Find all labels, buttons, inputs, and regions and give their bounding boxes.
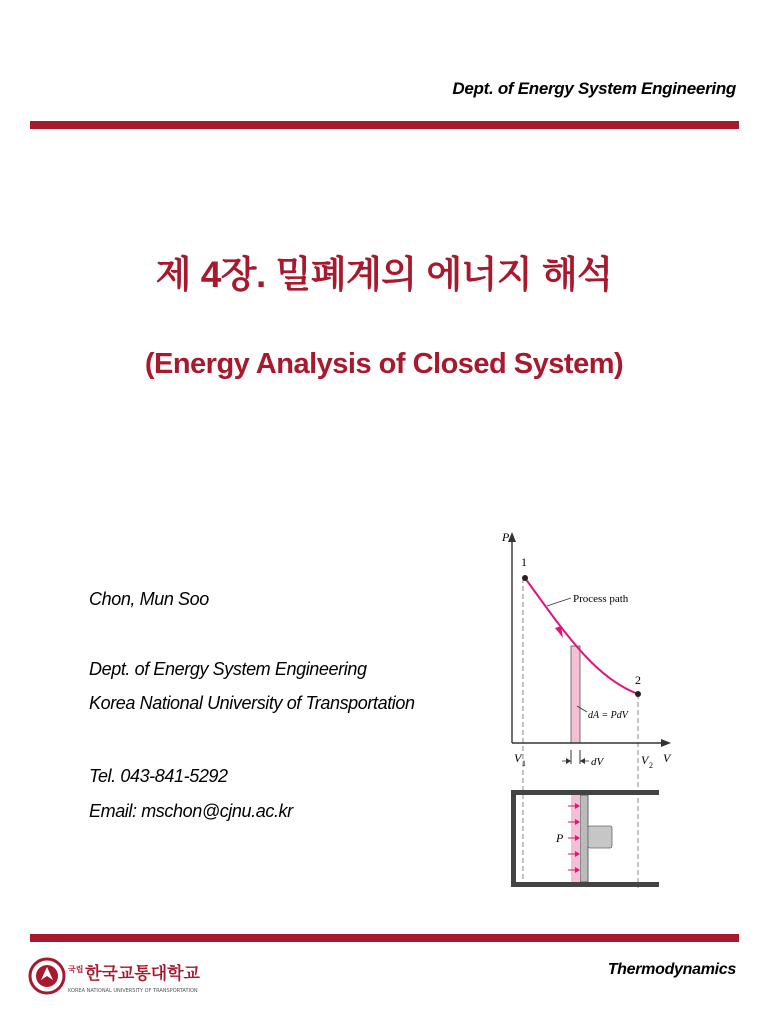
- bottom-divider: [30, 934, 739, 942]
- cylinder-top-wall: [511, 790, 659, 795]
- footer-subject: Thermodynamics: [607, 961, 736, 978]
- author-phone: Tel. 043-841-5292: [89, 766, 228, 786]
- slide-title-english: (Energy Analysis of Closed System): [144, 348, 624, 380]
- state-point-2: [635, 691, 641, 697]
- v1-label: V: [514, 751, 522, 765]
- state-label-2: 2: [635, 673, 641, 687]
- author-department: Dept. of Energy System Engineering: [89, 659, 367, 679]
- cylinder-end-wall: [511, 790, 516, 887]
- piston: [580, 795, 588, 882]
- area-label: dA = PdV: [588, 710, 628, 721]
- v2-subscript: 2: [649, 761, 653, 770]
- state-label-1: 1: [521, 555, 527, 569]
- dv-arrowhead-left: [566, 758, 571, 764]
- process-leader-line: [547, 598, 571, 606]
- logo-name: 한국교통대학교: [85, 964, 200, 984]
- process-path-label: Process path: [573, 593, 629, 605]
- author-name: Chon, Mun Soo: [89, 589, 209, 609]
- top-divider: [30, 121, 739, 129]
- cylinder-bottom-wall: [511, 882, 659, 887]
- v1-subscript: 1: [522, 759, 526, 768]
- university-logo: [28, 946, 218, 1006]
- v2-label: V: [641, 753, 649, 767]
- author-email: Email: mschon@cjnu.ac.kr: [89, 801, 293, 821]
- logo-subtitle: KOREA NATIONAL UNIVERSITY OF TRANSPORTATION: [68, 988, 198, 994]
- x-axis-label: V: [663, 751, 671, 765]
- pv-diagram-figure: [495, 528, 695, 890]
- pdv-strip: [571, 646, 580, 743]
- y-axis-label: P: [502, 530, 510, 544]
- logo-small-text: 국립: [68, 965, 84, 974]
- x-axis-arrow: [661, 739, 671, 747]
- dv-arrowhead-right: [580, 758, 585, 764]
- slide-title-korean: 제 4장. 밀폐계의 에너지 해석: [155, 254, 613, 295]
- piston-pressure-label: P: [556, 831, 564, 845]
- header-department: Dept. of Energy System Engineering: [452, 79, 736, 98]
- dv-label: dV: [591, 756, 604, 768]
- author-university: Korea National University of Transportation: [89, 693, 415, 713]
- piston-rod: [588, 826, 612, 848]
- state-point-1: [522, 575, 528, 581]
